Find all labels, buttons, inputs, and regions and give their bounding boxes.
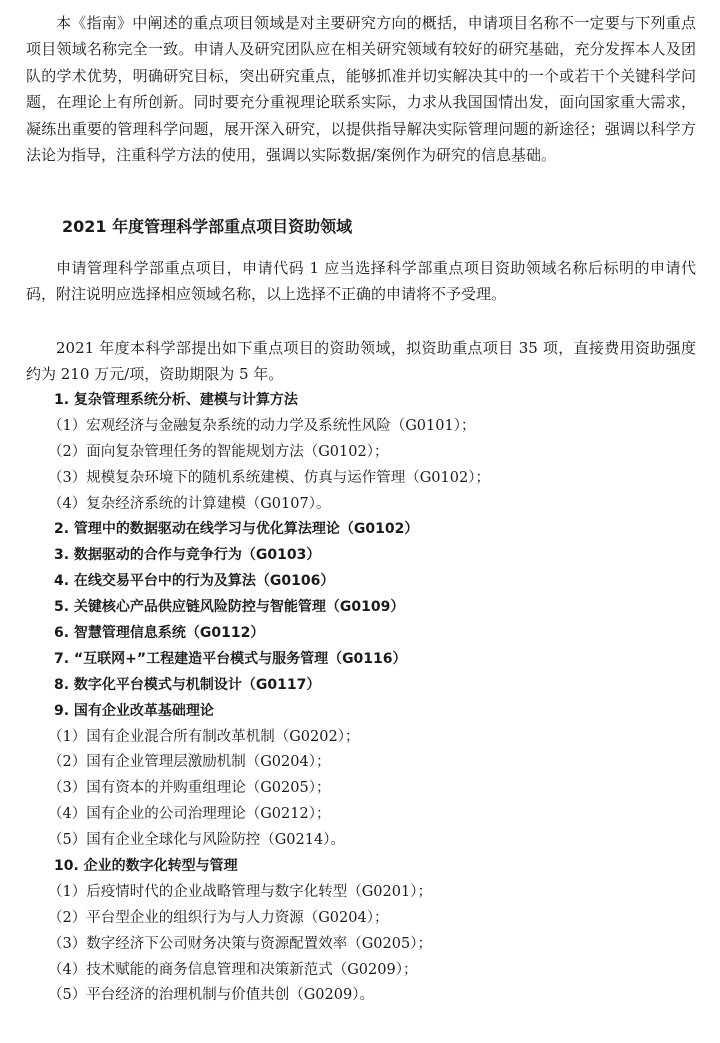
list-item-subtopic: （1）宏观经济与金融复杂系统的动力学及系统性风险（G0101）； [48, 417, 476, 434]
list-item-subtopic: （5）国有企业全球化与风险防控（G0214）。 [48, 832, 345, 849]
list-item-area: 9. 国有企业改革基础理论 [54, 702, 214, 719]
list-item-area: 6. 智慧管理信息系统（G0112） [54, 625, 265, 642]
list-item-subtopic: （3）国有资本的并购重组理论（G0205）； [48, 780, 331, 797]
list-item-area: 8. 数字化平台模式与机制设计（G0117） [54, 676, 321, 693]
list-item-subtopic: （1）后疫情时代的企业战略管理与数字化转型（G0201）； [48, 883, 432, 900]
list-item-area: 3. 数据驱动的合作与竞争行为（G0103） [54, 547, 321, 564]
funding-paragraph: 2021 年度本科学部提出如下重点项目的资助领域，拟资助重点项目 35 项，直接费用资助强度约为 210 万元/项，资助期限为 5 年。 [26, 339, 696, 384]
list-item-subtopic: （1）国有企业混合所有制改革机制（G0202）； [48, 728, 360, 745]
code-paragraph: 申请管理科学部重点项目，申请代码 1 应当选择科学部重点项目资助领域名称后标明的申请代码，附注说明应选择相应领域名称，以上选择不正确的申请将不予受理。 [26, 259, 696, 304]
list-item-subtopic: （2）平台型企业的组织行为与人力资源（G0204）； [48, 909, 389, 926]
list-item-subtopic: （2）面向复杂管理任务的智能规划方法（G0102）； [48, 443, 389, 460]
section-title: 2021 年度管理科学部重点项目资助领域 [62, 217, 353, 236]
list-item-subtopic: （3）规模复杂环境下的随机系统建模、仿真与运作管理（G0102）； [48, 469, 490, 486]
list-item-subtopic: （2）国有企业管理层激励机制（G0204）； [48, 754, 331, 771]
list-item-subtopic: （5）平台经济的治理机制与价值共创（G0209）。 [48, 987, 374, 1004]
list-item-subtopic: （4）复杂经济系统的计算建模（G0107）。 [48, 495, 331, 512]
list-item-area: 10. 企业的数字化转型与管理 [54, 858, 238, 875]
funding-areas-list [26, 388, 706, 1009]
list-item-subtopic: （3）数字经济下公司财务决策与资源配置效率（G0205）； [48, 935, 432, 952]
list-item-area: 4. 在线交易平台中的行为及算法（G0106） [54, 573, 335, 590]
list-item-subtopic: （4）技术赋能的商务信息管理和决策新范式（G0209）； [48, 961, 418, 978]
list-item-area: 7. “互联网+”工程建造平台模式与服务管理（G0116） [54, 650, 407, 667]
intro-paragraph: 本《指南》中阐述的重点项目领域是对主要研究方向的概括，申请项目名称不一定要与下列重点项目领域名称完全一致。申请人及研究团队应在相关研究领域有较好的研究基础，充分发挥本人及团队的学术优势，明确研究目标，突出研究重点，能够抓准并切实解决其中的一个或若干个关键科学问题，在理论上有所创新。同时要充分重视理论联系实际，力求从我国国情出发，面向国家重大需求，凝练出重要的管理科学问题，展开深入研究，以提供指导解决实际管理问题的新途径；强调以科学方法论为指导，注重科学方法的使用，强调以实际数据/案例作为研究的信息基础。 [26, 14, 696, 165]
list-item-area: 5. 关键核心产品供应链风险防控与智能管理（G0109） [54, 599, 405, 616]
list-item-subtopic: （4）国有企业的公司治理理论（G0212）； [48, 806, 331, 823]
list-item-area: 2. 管理中的数据驱动在线学习与优化算法理论（G0102） [54, 521, 419, 538]
list-item-area: 1. 复杂管理系统分析、建模与计算方法 [54, 392, 298, 408]
